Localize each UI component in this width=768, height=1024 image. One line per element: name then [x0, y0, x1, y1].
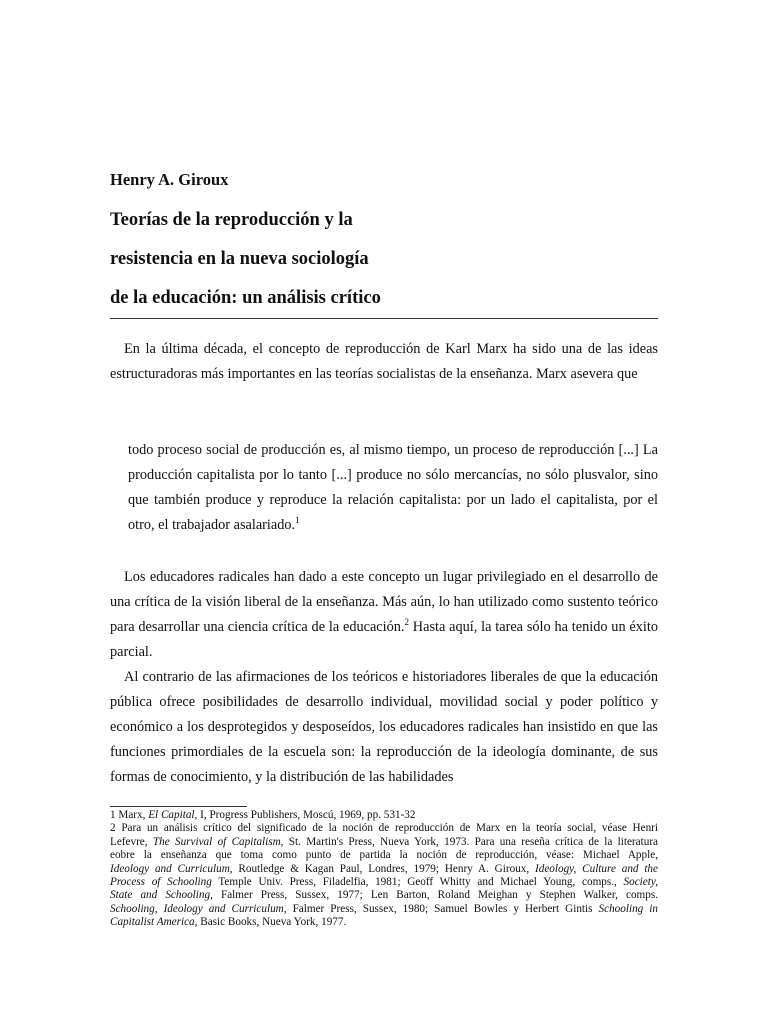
footnote-text: Basic Books, Nueva York, 1977.	[197, 916, 347, 929]
author-name: Henry A. Giroux	[110, 170, 229, 189]
footnotes	[110, 809, 658, 930]
title-line: de la educación: un análisis crítico	[110, 288, 381, 308]
footnote-text: I, Progress Publishers, Moscú, 1969, pp. 531-32	[197, 809, 416, 821]
footnote-text: Temple Univ. Press, Filadelfia, 1981; Geoff Whitty and Michael Young, comps.,	[211, 876, 624, 889]
article-title	[110, 201, 658, 319]
footnote-line	[110, 849, 658, 862]
title-line: Teorías de la reproducción y la	[110, 210, 353, 230]
footnote-citation-title: Ideology, Culture and the	[535, 862, 658, 875]
footnote-text: Falmer Press, Sussex, 1977; Len Barton, Roland Meighan y Stephen Walker, comps.	[212, 889, 658, 902]
footnote-line	[110, 836, 658, 849]
paragraph-radical-educators	[110, 565, 658, 665]
block-quote	[128, 438, 658, 538]
footnote-citation-title: Schooling, Ideology and Curriculum,	[110, 902, 287, 915]
footnote-citation-title: Capitalist America,	[110, 916, 198, 929]
footnote-1	[110, 809, 658, 822]
footnote-citation-title: Ideology and Curriculum,	[110, 862, 233, 875]
footnote-divider	[110, 806, 247, 807]
footnote-citation-title: The Survival of Capitalism,	[152, 835, 284, 848]
footnote-ref-1[interactable]: 1	[295, 515, 300, 525]
quote-text: todo proceso social de producción es, al mismo tiempo, un proceso de reproducción [...] La producción capitalista por lo tanto [...] produce no sólo mercancías, no sólo plusvalor, sino que también produce y reproduce la relación capitalista: por un lado el capitalista, por el otro, el trabajador asalariado.	[128, 442, 658, 533]
paragraph-liberal-theorists: Al contrario de las afirmaciones de los teóricos e historiadores liberales de que la educación pública ofrece posibilidades de desarrollo individual, movilidad social y poder político y económico a los desprotegidos y desposeídos, los educadores radicales han insistido en que las funciones primordiales de la escuela son: la reproducción de la ideología dominante, de sus formas de conocimiento, y la distribución de las habilidades	[110, 669, 658, 785]
footnote-line	[110, 822, 658, 835]
footnote-text: 2 Para un análisis crítico del significado de la noción de reproducción de Marx en la teoría social, véase Henri	[110, 822, 658, 835]
footnote-text: Falmer Press, Sussex, 1980; Samuel Bowles y Herbert Gintis	[286, 902, 599, 915]
footnote-text: 1 Marx,	[110, 809, 149, 821]
footnote-citation-title: State and Schooling,	[110, 889, 213, 902]
footnote-text: Routledge & Kagan Paul, Londres, 1979; Henry A. Giroux,	[232, 862, 535, 875]
paragraph-text: Hasta aquí, la tarea sólo ha tenido un éxito parcial.	[110, 619, 658, 660]
footnote-text: eobre la enseñanza que toma como punto de partida la noción de reproducción, véase: Michael Apple,	[110, 849, 658, 862]
footnote-line	[110, 903, 658, 916]
footnote-citation-title: El Capital,	[148, 809, 198, 821]
footnote-citation-title: Society,	[623, 876, 659, 889]
footnote-citation-title: Schooling in	[598, 902, 659, 915]
title-line: resistencia en la nueva sociología	[110, 249, 369, 269]
paragraph-text: Los educadores radicales han dado a este concepto un lugar privilegiado en el desarrollo de una crítica de la visión liberal de la enseñanza. Más aún, lo han utilizado como sustento teórico para desarrollar una ciencia crítica de la educación.	[110, 569, 658, 635]
footnote-line	[110, 889, 658, 902]
footnote-2	[110, 822, 658, 929]
footnote-line	[110, 916, 658, 929]
footnote-line	[110, 863, 658, 876]
footnote-citation-title: Process of Schooling	[110, 876, 212, 889]
footnote-text: Lefevre,	[110, 835, 153, 848]
footnote-text: St. Martin's Press, Nueva York, 1973. Para una reseña crítica de la literatura	[283, 835, 659, 848]
footnote-line	[110, 876, 658, 889]
paragraph-intro: En la última década, el concepto de reproducción de Karl Marx ha sido una de las ideas estructuradoras más importantes en las teorías socialistas de la enseñanza. Marx asevera que	[110, 341, 658, 382]
footnote-ref-2[interactable]: 2	[404, 617, 409, 627]
